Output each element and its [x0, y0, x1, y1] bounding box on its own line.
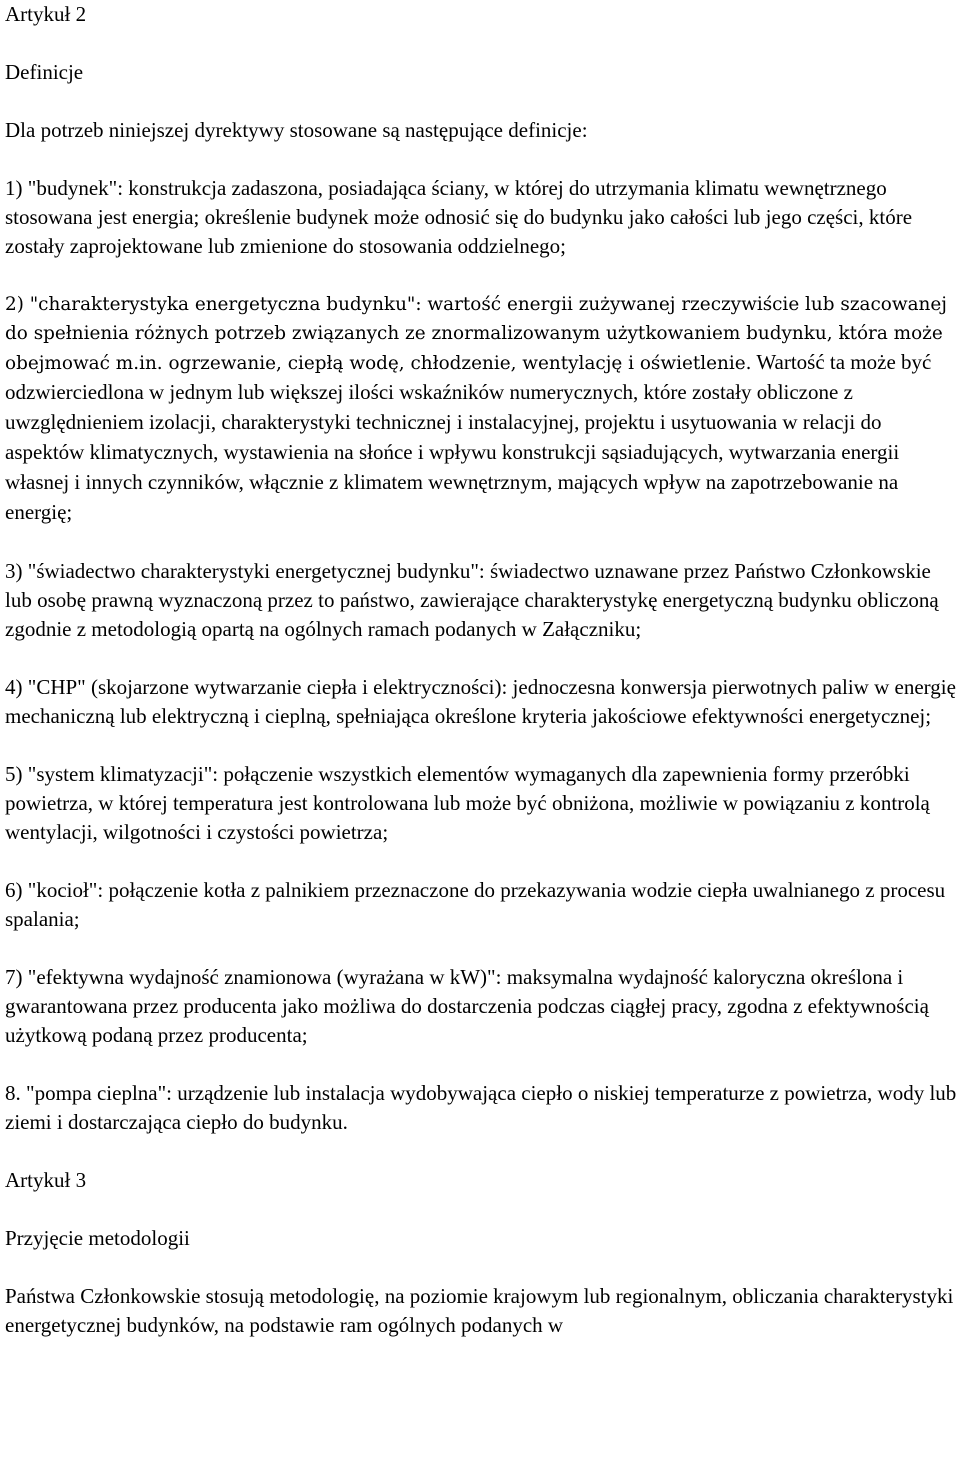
spacer — [5, 731, 957, 760]
spacer — [5, 1195, 957, 1224]
definition-2-part-a: 2) "charakterystyka energetyczna budynku": wartość energii zużywanej rzeczywiście lub szacowanej do spełnienia różnych potrzeb związanych ze znormalizowanym użytkowaniem budynku, która może obejmować m.in. ogrzewanie, ciepłą wodę, chłodzenie, wentylację i oświetlenie. — [5, 294, 947, 374]
definitions-intro: Dla potrzeb niniejszej dyrektywy stosowane są następujące definicje: — [5, 118, 588, 142]
spacer — [5, 145, 957, 174]
article-3-heading: Artykuł 3 — [5, 1168, 87, 1192]
spacer — [5, 1253, 957, 1282]
definition-5: 5) "system klimatyzacji": połączenie wszystkich elementów wymaganych dla zapewnienia formy przeróbki powietrza, w której temperatura jest kontrolowana lub może być obniżona, możliwie w powiązaniu z kontrolą wentylacji, wilgotności i czystości powietrza; — [5, 762, 930, 844]
spacer — [5, 528, 957, 557]
definition-7: 7) "efektywna wydajność znamionowa (wyrażana w kW)": maksymalna wydajność kaloryczna określona i gwarantowana przez producenta jako możliwa do dostarczenia podczas ciągłej pracy, zgodna z efektywnością użytkową podaną przez producenta; — [5, 965, 929, 1047]
definition-2-part-b: Wartość ta może być odzwierciedlona w jednym lub większej ilości wskaźników numerycznych, które zostały obliczone z uwzględnieniem izolacji, charakterystyki technicznej i instalacyjnej, projektu i usytuowania w relacji do aspektów klimatycznych, wystawienia na słońce i wpływu konstrukcji sąsiadujących, wytwarzania energii własnej i innych czynników, włącznie z klimatem wewnętrznym, mających wpływ na zapotrzebowanie na energię; — [5, 350, 932, 524]
definition-2 — [5, 290, 957, 528]
spacer — [5, 261, 957, 290]
definition-3: 3) "świadectwo charakterystyki energetycznej budynku": świadectwo uznawane przez Państwo Członkowskie lub osobę prawną wyznaczoną przez to państwo, zawierające charakterystykę energetyczną budynku obliczoną zgodnie z metodologią opartą na ogólnych ramach podanych w Załączniku; — [5, 559, 939, 641]
definition-4: 4) "CHP" (skojarzone wytwarzanie ciepła i elektryczności): jednoczesna konwersja pierwotnych paliw w energię mechaniczną lub elektryczną i cieplną, spełniająca określone kryteria jakościowe efektywności energetycznej; — [5, 675, 956, 728]
spacer — [5, 29, 957, 58]
article-2-heading: Artykuł 2 — [5, 2, 87, 26]
article-2-title: Definicje — [5, 60, 84, 84]
spacer — [5, 1137, 957, 1166]
definition-6: 6) "kocioł": połączenie kotła z palnikiem przeznaczone do przekazywania wodzie ciepła uwalnianego z procesu spalania; — [5, 878, 946, 931]
article-3-title: Przyjęcie metodologii — [5, 1226, 190, 1250]
definition-8: 8. "pompa cieplna": urządzenie lub instalacja wydobywająca ciepło o niskiej temperaturze z powietrza, wody lub ziemi i dostarczająca ciepło do budynku. — [5, 1081, 957, 1134]
definition-1: 1) "budynek": konstrukcja zadaszona, posiadająca ściany, w której do utrzymania klimatu wewnętrznego stosowana jest energia; określenie budynek może odnosić się do budynku jako całości lub jego części, które zostały zaprojektowane lub zmienione do stosowania oddzielnego; — [5, 176, 913, 258]
spacer — [5, 1050, 957, 1079]
spacer — [5, 934, 957, 963]
spacer — [5, 847, 957, 876]
article-3-body: Państwa Członkowskie stosują metodologię, na poziomie krajowym lub regionalnym, obliczania charakterystyki energetycznej budynków, na podstawie ram ogólnych podanych w — [5, 1284, 954, 1337]
document-page — [5, 0, 957, 1340]
spacer — [5, 87, 957, 116]
spacer — [5, 644, 957, 673]
